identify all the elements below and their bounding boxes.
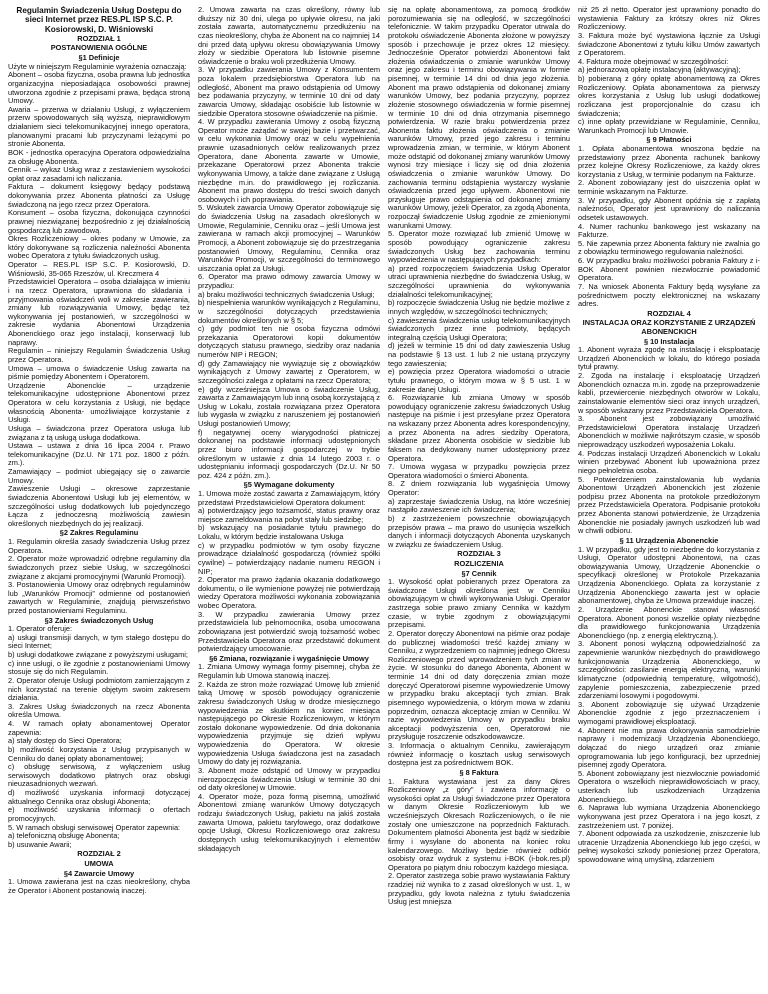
- column-3: [388, 6, 570, 990]
- section-heading: INSTALACJA ORAZ KORZYSTANIE Z URZĄDZEŃ ABONENCKICH: [582, 318, 756, 337]
- section-heading: ROZDZIAŁ 1: [77, 33, 121, 43]
- paragraph: Usługa – świadczona przez Operatora usługa lub związana z tą usługą usługa dodatkowa.: [8, 423, 190, 442]
- paragraph: Umowa – umowa o świadczenie Usług zawarta na piśmie pomiędzy Abonentem i Operatorem.: [8, 363, 190, 382]
- paragraph: Awaria – przerwa w działaniu Usługi, z wyłączeniem przerw spowodowanych siłą wyższą, nieprawidłowym działaniem sieci telekomunikacyjnej innego operatora, planowanymi pracami lub przyczynami leżącymi po stronie Abonenta.: [8, 104, 190, 149]
- paragraph: d) jeżeli w terminie 15 dni od daty zawieszenia Usług na podstawie § 13 ust. 1 lub 2 nie ustaną przyczyny tego zawieszenia;: [388, 341, 570, 368]
- paragraph: się na opłatę abonamentową, za pomocą środków porozumiewania się na odległość, w szczególności telefonicznie. W takim przypadku Operator utrwala do protokołu oświadczenie Abonenta złożone w powyższy sposób i przechowuje je przez okres 12 miesięcy. Jednocześnie Operator potwierdzi Abonentowi fakt złożenia oświadczenia o zmianie warunków Umowy oraz jego zakresu i terminu obowiązywania w formie pisemnej, w terminie 14 dni od dnia jego złożenia. Abonent ma prawo odstąpienia od dokonanej zmiany warunków Umowy, bez podania przyczyny, poprzez złożenie stosownego oświadczenia w formie pisemnej w terminie 10 dni od dnia otrzymania pisemnego potwierdzenia. W razie braku potwierdzenia przez Abonenta faktu złożenia oświadczenia o zmianie warunków Umowy, przed jego zakresu i terminu wprowadzenia zmian, w terminie, w którym Abonent może odstąpić od dokonanej zmiany warunków Umowy wynosi trzy miesiące i liczy się od dnia złożenia oświadczenia o zmianie warunków Umowy. Do zachowania terminu odstąpienia wystarczy wysłanie oświadczenia przed jego upływem. Abonentowi nie przysługuje prawo odstąpienia od dokonanej zmiany warunków Umowy, jeżeli Operator, za zgodą Abonenta, rozpoczął świadczenie Usług zgodnie ze zmienionymi warunkami Umowy.: [388, 6, 570, 230]
- column-2: [198, 6, 380, 990]
- paragraph: 3. W przypadku zawierania Umowy przez przedstawiciela lub pełnomocnika, osoba umocowana zobowiązana jest potwierdzić swoją tożsamość wobec Przedstawiciela Operatora oraz przedstawić dokument potwierdzający umocowanie.: [198, 609, 380, 654]
- paragraph: 5. Wskutek zawarcia Umowy Operator zobowiązuje się do świadczenia Usług na zasadach określonych w Umowie, Regulaminie, Cenniku oraz – jeśli Umowa jest zawierana w ramach akcji promocyjnej – Warunków Promocji, a Abonent zobowiązuje się do przestrzegania postanowień Umowy, Regulaminu, Cennika oraz Warunków Promocji, w szczególności do terminowego uiszczania opłat za Usługi.: [198, 203, 380, 273]
- paragraph: c) gdy podmiot ten nie osoba fizyczna odmówi przekazania Operatorowi kopii dokumentów dotyczących statusu prawnego, siedziby oraz nadania numerów NIP i REGON;: [198, 324, 380, 359]
- section-heading: §7 Cennik: [461, 568, 497, 578]
- paragraph: niż 25 zł netto. Operator jest uprawniony ponadto do wystawienia Faktury za krótszy okres niż Okres Rozliczeniowy.: [578, 6, 760, 32]
- section-heading: §3 Zakres świadczonych Usług: [44, 615, 154, 625]
- paragraph: 6. Operator ma prawo odmowy zawarcia Umowy w przypadku:: [198, 272, 380, 290]
- section-heading: § 11 Urządzenia Abonenckie: [619, 535, 719, 545]
- paragraph: Urządzenie Abonenckie – urządzenie telekomunikacyjne udostępnione Abonentowi przez Operatora w celu korzystania z Usługi, nie będące własnością Abonenta- umożliwiające korzystanie z Usługi.: [8, 380, 190, 425]
- paragraph: 1. Operator oferuje:: [8, 624, 73, 634]
- paragraph: 4. Faktura może obejmować w szczególności:: [578, 56, 729, 66]
- paragraph: e) możliwość uzyskania informacji o ofertach promocyjnych.: [8, 805, 190, 823]
- paragraph: 7. Na wniosek Abonenta Faktury będą wysyłane za pośrednictwem poczty elektronicznej na wskazany adres.: [578, 281, 760, 309]
- paragraph: c) zawieszenia świadczenia usług telekomunikacyjnych świadczonych przez inne podmioty, będących integralną częścią Usługi Operatora;: [388, 315, 570, 342]
- paragraph: b) wskazujący na posiadanie tytułu prawnego do Lokalu, w którym będzie instalowana Usługa: [198, 523, 380, 542]
- paragraph: e) gdy wcześniejsza Umowa o świadczenie Usług, zawarta z Zamawiającym lub inną osobą korzystającą z Usług w Lokalu, została rozwiązana przez Operatora lub wygasła w związku z naruszeniem jej postanowień Usługi postanowień Umowy;: [198, 384, 380, 428]
- paragraph: 5. Potwierdzeniem zainstalowania lub wydania Abonentowi Urządzeń Abonenckich jest złożenie podpisu przez Abonenta na protokole przedłożonym przez Przedstawiciela Operatora. Podpisanie protokołu przez Abonenta stanowi potwierdzenie, że Urządzenia Abonenckie nie posiadały jawnych uszkodzeń lub wad w chwili odbioru.: [578, 474, 760, 536]
- section-heading: §1 Definicje: [78, 53, 120, 63]
- paragraph: a) braku możliwości technicznych świadczenia Usługi;: [198, 289, 375, 299]
- paragraph: 2. Umowa zawarta na czas określony, równy lub dłuższy niż 30 dni, ulega po upływie okresu, na jaki została zawarta, automatycznemu przedłużeniu na czas nieokreślony, chyba że Abonent na co najmniej 14 dni przed datą upływu okresu obowiązywania Umowy złoży w siedzibie Operatora lub listownie pisemne oświadczenie o braku woli przedłużenia Umowy.: [198, 6, 380, 66]
- section-heading: § 10 Instalacja: [643, 336, 695, 346]
- section-heading: §2 Zakres Regulaminu: [59, 528, 139, 538]
- column-1: [8, 6, 190, 990]
- paragraph: 3. W przypadku zawierania Umowy z Konsumentem poza lokalem przedsiębiorstwa Operatora lub na odległość, Abonent ma prawo odstąpienia od Umowy bez podawania przyczyny, w terminie 10 dni od daty zawarcia Umowy, składając osobiście lub listownie w siedzibie Operatora stosowne oświadczenie na piśmie.: [198, 65, 380, 118]
- paragraph: a) usługi transmisji danych, w tym stałego dostępu do sieci Internet;: [8, 632, 190, 651]
- paragraph: b) pobieraną z góry opłatę abonamentową za Okres Rozliczeniowy. Opłata abonamentowa za pierwszy okres korzystania z Usług lub usługi dodatkowej rozliczana jest proporcjonalnie do czasu ich świadczenia;: [578, 74, 760, 118]
- paragraph: b) usuwanie Awarii;: [8, 839, 72, 849]
- paragraph: 1. Faktura wystawiana jest za dany Okres Rozliczeniowy „z góry” i zawiera informację o wysokości opłat za Usługi świadczone przez Operatora w danym Okresie Rozliczeniowym lub we wcześniejszych Okresach Rozliczeniowych, o ile nie zostały one umieszczone na poprzednich Fakturach. Dokumentem płatności Abonenta jest bądź w siedzibie firmy i wysyłane do abonenta na koniec roku kalendarzowego. Możliwy będzie również odbiór osobisty oraz wydruk z systemu i-BOK (i-bok.res.pl) Operatora po piątym dniu roboczym każdego miesiąca.: [388, 776, 570, 872]
- section-heading: §5 Wymagane dokumenty: [243, 480, 335, 490]
- paragraph: 4. Operator może, poza formą pisemną, umożliwić Abonentowi zmianę warunków Umowy dotyczących rodzaju świadczonych Usług, pakietu na jakiś została zawarta Umowa, pakietu taryfowego, oraz dodatkowe opcje Usługi, Okresu Rozliczeniowego oraz zakresu dostępnych usług telekomunikacyjnych i elementów składających: [198, 791, 380, 853]
- paragraph: b) rozpoczęcie świadczenia Usług nie będzie możliwe z innych względów, w szczególności technicznych;: [388, 298, 570, 316]
- paragraph: 1. Regulamin określa zasady świadczenia Usług przez Operatora.: [8, 537, 190, 555]
- paragraph: c) inne usługi, o ile zgodnie z postanowieniami Umowy stosuje się do nich Regulamin.: [8, 658, 190, 677]
- paragraph: 6. W przypadku braku możliwości pobrania Faktury z i-BOK Abonent powinien niezwłocznie powiadomić Operatora.: [578, 256, 760, 283]
- paragraph: c) inne opłaty przewidziane w Regulaminie, Cenniku, Warunkach Promocji lub Umowie.: [578, 117, 760, 135]
- section-heading: UMOWA: [84, 859, 114, 869]
- paragraph: 3. Abonent może odstąpić od Umowy w przypadku nierozpoczęcia świadczenia Usługi w terminie 30 dni od daty określonej w Umowie.: [198, 765, 380, 793]
- paragraph: Zawieszenie Usługi – okresowe zaprzestanie świadczenia Abonentowi Usługi lub jej elementów, w szczególności usług dodatkowych lub pojedynczego Łącza z jednoczesną możliwością zawiesin określonych niezbędnych do jej realizacji.: [8, 484, 190, 528]
- paragraph: 6. Rozwiązanie lub zmiana Umowy w sposób powodujący ograniczenie zakresu świadczonych Usług następuje na piśmie i jest przesyłane przez Operatora na wskazany przez Abonenta adres korespondencyjny, a przez Abonenta na adres siedziby Operatora, składane przez Abonenta osobiście w siedzibie lub faksem na dedykowany numer udostępniony przez Operatora.: [388, 393, 570, 463]
- paragraph: 7. Abonent odpowiada za uszkodzenie, zniszczenie lub utracenie Urządzenia Abonenckiego lub jego części, w pełnej wysokości szkody poniesionej przez Operatora, spowodowane winą umyślną, zdarzeniem: [578, 829, 760, 865]
- paragraph: Przedstawiciel Operatora – osoba działająca w imieniu i na rzecz Operatora, uprawniona do składania i przyjmowania oświadczeń woli w zakresie zawierania, zmiany lub rozwiązywania Umowy, będąc też wykonywania jej postanowień, w szczególności w zakresie wydania Abonentowi Urządzenia Abonenckiego oraz jego instalacji, konserwacji lub naprawy.: [8, 277, 190, 347]
- paragraph: 1. Umowa zawierana jest na czas nieokreślony, chyba że Operator i Abonent postanowią inaczej.: [8, 877, 190, 895]
- paragraph: Regulamin – niniejszy Regulamin Świadczenia Usług przez Operatora.: [8, 346, 190, 364]
- paragraph: b) możliwość korzystania z Usług przypisanych w Cenniku do danej opłaty abonamentowej;: [8, 744, 190, 763]
- section-heading: § 8 Faktura: [459, 767, 499, 777]
- section-heading: ROZDZIAŁ 4: [647, 308, 691, 318]
- section-heading: ROZDZIAŁ 2: [77, 849, 121, 859]
- paragraph: 4. Abonent nie ma prawa dokonywania samodzielnie naprawy i modernizacji Urządzenia Abonenckiego, dołączać do niego urządzeń oraz zmianie oprogramowania lub jego konfiguracji, bez uprzedniej pisemnej zgody Operatora.: [578, 725, 760, 770]
- paragraph: 1. Umowa może zostać zawarta z Zamawiającym, który przedstawi Przedstawicielowi Operatora dokument:: [198, 488, 380, 507]
- paragraph: 8. Z dniem rozwiązania lub wygaśnięcia Umowy Operator:: [388, 479, 570, 497]
- paragraph: Faktura – dokument księgowy będący podstawą dokonywania przez Abonenta płatności za Usługę świadczoną na jego rzecz przez Operatora.: [8, 182, 190, 209]
- paragraph: Operator – RES.PL ISP S.C. P. Kosiorowski, D. Wiśniowski, 35-065 Rzeszów, ul. Kreczmera 4: [8, 260, 190, 278]
- paragraph: 3. Informacja o aktualnym Cenniku, zawierającym również informację o kosztach usług serwisowych dostępna jest za pośrednictwem BOK.: [388, 741, 570, 768]
- paragraph: 2. Operator oferuje Usługi podmiotom zamierzającym z nich korzystać na terenie objętym swoim zakresem działania.: [8, 675, 190, 703]
- paragraph: a) stały dostęp do Sieci Operatora;: [8, 736, 122, 746]
- paragraph: 6. Naprawa lub wymiana Urządzenia Abonenckiego wykonywana jest przez Operatora i na jego koszt, z zastrzeżeniem ust. 7 poniżej.: [578, 803, 760, 830]
- paragraph: Użyte w niniejszym Regulaminie wyrażenia oznaczają:: [8, 61, 187, 71]
- paragraph: 7. Umowa wygasa w przypadku powzięcia przez Operatora wiadomości o śmierci Abonenta.: [388, 462, 570, 480]
- paragraph: b) z zastrzeżeniem powszechnie obowiązujących przepisów prawa – ma prawo do usunięcia wszelkich danych i informacji dotyczących Abonenta uzyskanych w związku ze świadczeniem Usług.: [388, 513, 570, 549]
- document-title: Regulamin Świadczenia Usług Dostępu do sieci Internet przez RES.PL ISP S.C. P. Kosiorowski, D. Wiśniowski: [16, 6, 182, 34]
- paragraph: 2. Operator ma prawo żądania okazania dodatkowego dokumentu, o ile wymienione powyżej nie potwierdzają wiedzy Operatora możliwości wykonania zobowiązania wobec Operatora.: [198, 575, 380, 611]
- paragraph: f) negatywnej oceny wiarygodności płatniczej dokonanej na podstawie informacji udostępnionych przez biuro informacji gospodarczej w trybie określonym w ustawie z dnia 14 lutego 2003 r. o udostępnianiu informacji gospodarczych (Dz.U. Nr 50 poz. 424 z późn. zm.).: [198, 427, 380, 480]
- paragraph: d) gdy Zamawiający nie wywiązuje się z obowiązków wynikających z Umowy zawartej z Operatorem, w szczególności zalega z opłatami na rzecz Operatora;: [198, 358, 380, 385]
- paragraph: Ustawa – ustawa z dnia 16 lipca 2004 r. Prawo telekomunikacyjne (Dz.U. Nr 171 poz. 1800 z późn. zm.).: [8, 441, 190, 468]
- paragraph: Abonent – osoba fizyczna, osoba prawna lub jednostka organizacyjna nieposiadająca osobowości prawnej utworzona zgodnie z przepisami prawa, będąca stroną Umowy.: [8, 70, 190, 106]
- column-4: [578, 6, 760, 990]
- paragraph: a) telefoniczną obsługę Abonenta;: [8, 831, 120, 841]
- paragraph: 4. W ramach opłaty abonamentowej Operator zapewnia:: [8, 719, 190, 737]
- paragraph: 4. Numer rachunku bankowego jest wskazany na Fakturze.: [578, 221, 760, 240]
- paragraph: b) niespełnienia warunków wynikających z Regulaminu, w szczególności dotyczących przedstawienia dokumentów określonych w § 5;: [198, 298, 380, 325]
- paragraph: 2. Operator może wprowadzić odrębne regulaminy dla świadczonych przez siebie Usług, w szczególności związane z akcjami promocyjnymi (Warunki Promocji).: [8, 554, 190, 581]
- section-heading: ROZLICZENIA: [454, 558, 504, 568]
- section-heading: ROZDZIAŁ 3: [457, 549, 501, 559]
- paragraph: 3. Postanowienia Umowy oraz odrębnych regulaminów lub „Warunków Promocji” odmienne od postanowień zawartych w Regulaminie, znajdują pierwszeństwo przed postanowieniami Regulaminu.: [8, 580, 190, 616]
- paragraph: c) obsługę serwisową, z wyłączeniem usług serwisowych dodatkowo płatnych oraz obsługi nieuzasadnionych wezwań.: [8, 762, 190, 789]
- paragraph: 1. Abonent wyraża zgodę na instalację i eksploatację Urządzeń Abonenckich w lokalu, do którego posiada tytuł prawny.: [578, 345, 760, 372]
- paragraph: d) możliwość uzyskania informacji dotyczącej aktualnego Cennika oraz obsługi Abonenta;: [8, 788, 190, 806]
- paragraph: a) jednorazową opłatę instalacyjną (aktywacyjną);: [578, 65, 741, 75]
- paragraph: 5. W ramach obsługi serwisowej Operator zapewnia:: [8, 822, 181, 832]
- section-heading: §4 Zawarcie Umowy: [63, 868, 135, 878]
- paragraph: 3. Faktura może być wystawiona łącznie za Usługi świadczone Abonentowi z tytułu kilku Umów zawartych z Operatorem.: [578, 30, 760, 58]
- paragraph: 1. Wysokość opłat pobieranych przez Operatora za świadczone Usługi określona jest w Cenniku obowiązującym w chwili wykonywania Usługi. Operator zastrzega sobie prawo zmiany Cennika w każdym czasie, w trybie zgodnym z obowiązującymi przepisami.: [388, 577, 570, 630]
- paragraph: 5. Abonent zobowiązany jest niezwłocznie powiadomić Operatora o wszelkich nieprawidłowościach w pracy, usterkach lub uszkodzeniach Urządzenia Abonenckiego.: [578, 768, 760, 804]
- paragraph: BOK - jednostka operacyjna Operatora odpowiedzialna za obsługę Abonenta.: [8, 147, 190, 166]
- paragraph: 1. Zmiana Umowy wymaga formy pisemnej, chyba że Regulamin lub Umowa stanowią inaczej.: [198, 662, 380, 681]
- paragraph: b) usługi dodatkowe związane z powyższymi usługami;: [8, 650, 188, 660]
- paragraph: Cennik – wykaz Usług wraz z zestawieniem wysokości opłat oraz zasadami ich naliczania.: [8, 165, 190, 183]
- paragraph: 5. Operator może rozwiązać lub zmienić Umowę w sposób powodujący ograniczenie zakresu świadczonych Usług bez zachowania terminu wypowiedzenia w następujących przypadkach:: [388, 229, 570, 265]
- paragraph: Okres Rozliczeniowy – okres podany w Umowie, za który dokonywane są rozliczenia należności Abonenta wobec Operatora z tytułu świadczonych usług.: [8, 234, 190, 261]
- paragraph: 3. Abonent ponosi wyłączną odpowiedzialność za zapewnienie warunków niezbędnych do prawidłowego funkcjonowania Urządzenia Abonenckiego, w szczególności: zasilanie energią elektryczną, warunki klimatyczne (odpowiednią temperaturę, wilgotność), zapylenie pomieszczenia, zabezpieczenie przed zdarzeniami losowymi i pogodowymi.: [578, 639, 760, 701]
- paragraph: 3. Abonent jest zobowiązany umożliwić Przedstawicielowi Operatora instalację Urządzeń Abonenckich w możliwie najkrótszym czasie, w sposób nieprowadzący uszkodzeń wyposażenia Lokalu.: [578, 414, 760, 450]
- paragraph: 5. Nie zapewnia przez Abonenta faktury nie zwalnia go z obowiązku terminowego regulowania należności.: [578, 238, 760, 257]
- paragraph: 1. Opłata abonamentowa wnoszona będzie na przedstawiony przez Abonenta rachunek bankowy przez kolejne Okresy Rozliczeniowe, za każdy okres korzystania z Usług, w terminie podanym na Fakturze.: [578, 143, 760, 179]
- section-heading: POSTANOWIENIA OGÓLNE: [50, 43, 148, 53]
- paragraph: 2. Operator doręczy Abonentowi na piśmie oraz podaje do publicznej wiadomości treść każdej zmiany w Cenniku, z wyprzedzeniem co najmniej jednego Okresu Rozliczeniowego przed wprowadzeniem tych zmian w życie. W stosunku do danego Abonenta, Abonent w terminie 14 dni od daty doręczenia zmian może doręczyć Operatorowi pisemne wypowiedzenie Umowy w przypadku braku akceptacji tych zmian. Brak pisemnego wypowiedzenia, o którym mowa w zdaniu poprzednim, oznacza akceptację zmian w Cenniku. W razie wypowiedzenia Umowy w przypadku braku akceptacji podwyższenia cen, Operatorowi nie przysługuje roszczenie odszkodowawcze.: [388, 628, 570, 742]
- paragraph: c) w przypadku podmiotów w tym osoby fizyczne prowadzące działalność gospodarczą (również spółki cywilne) – potwierdzający nadanie numeru REGON i NIP;: [198, 540, 380, 576]
- paragraph: 4. Podczas instalacji Urządzeń Abonenckich w Lokalu winien przebywać Abonent lub upoważniona przez niego pełnoletnia osoba.: [578, 448, 760, 475]
- paragraph: 3. Abonent zobowiązuje się używać Urządzenie Abonenckie zgodnie z jego przeznaczeniem i wymogami prawidłowej eksploatacji.: [578, 699, 760, 727]
- paragraph: 1. W przypadku, gdy jest to niezbędne do korzystania z Usługi, Operator udostępni Abonentowi, na czas obowiązywania Umowy, Urządzenie Abonenckie o specyfikacji określonej w Protokole Przekazania Urządzenia Abonenckiego. Opłata za korzystanie z Urządzenia Abonenckiego zawarta jest w opłacie abonamentowej, chyba że Umowa przewiduje inaczej.: [578, 544, 760, 606]
- paragraph: 3. W przypadku, gdy Abonent opóźnia się z zapłatą należności, Operator jest uprawniony do naliczania odsetek ustawowych.: [578, 195, 760, 222]
- paragraph: 2. Abonent zobowiązany jest do uiszczenia opłat w terminie wskazanym na Fakturze.: [578, 178, 760, 197]
- paragraph: a) zaprzestaje świadczenia Usług, na które wcześniej nastąpiło zawieszenie ich świadczenia;: [388, 496, 570, 515]
- paragraph: 2. Zgoda na instalację i eksploatację Urządzeń Abonenckich oznacza m.in. zgodę na przeprowadzenie kabli, przewiercenie niezbędnych otworów w Lokalu, zainstalowanie elementów sieci oraz innych urządzeń, w sposób wskazany przez Przedstawiciela Operatora.: [578, 371, 760, 415]
- paragraph: a) potwierdzający jego tożsamość, status prawny oraz miejsce zameldowania na pobyt stały lub siedzibę;: [198, 506, 380, 524]
- section-heading: §6 Zmiana, rozwiązanie i wygaśnięcie Umowy: [209, 653, 369, 663]
- paragraph: 2. Każda ze stron może rozwiązać Umowę lub zmienić taką Umowę w sposób powodujący ograniczenie zakresu świadczonych Usług w drodze miesięcznego wypowiedzenia ze skutkiem na koniec miesiąca następującego po Okresie Rozliczeniowym, w którym zostało dokonane wypowiedzenie. Od dnia dokonania wypowiedzenia przyjmuje się dzień wpływu wypowiedzenia do Operatora. W okresie wypowiedzenia Usługa świadczona jest na zasadach Umowy do daty jej rozwiązania.: [198, 679, 380, 767]
- section-heading: § 9 Płatności: [646, 135, 692, 145]
- paragraph: Zamawiający – podmiot ubiegający się o zawarcie Umowy.: [8, 467, 190, 485]
- paragraph: 4. W przypadku zawierania Umowy z osobą fizyczną Operator może zażądać w swojej bazie i przetwarzać, w celu wykonania Umowy oraz w celu wypełnienia prawnie uzasadnionych celów realizowanych przez Operatora, dane Abonenta zawarte w Umowie, przekazane Operatorowi przez Abonenta trakcie wykonywania Umowy, a także dane związane z Usługą niezbędne m.in. do prawidłowego jej rozliczania. Abonent ma prawo dostępu do treści swoich danych osobowych i ich poprawiania.: [198, 117, 380, 204]
- paragraph: 2. Urządzenie Abonenckie stanowi własność Operatora. Abonent ponosi wszelkie opłaty niezbędne dla prawidłowego funkcjonowania Urządzenia Abonenckiego (np. z energią elektryczną.).: [578, 604, 760, 640]
- paragraph: 2. Operator zastrzega sobie prawo wystawiania Faktury rzadziej niż wynika to z zasad określonych w ust. 1, w przypadku, gdy kwota należna z tytułu świadczenia Usług jest mniejsza: [388, 871, 570, 907]
- paragraph: a) przed rozpoczęciem świadczenia Usług Operator utraci uprawnienia niezbędne do świadczenia Usług, w szczególności uprawnienia do wykonywania działalności telekomunikacyjnej;: [388, 263, 570, 299]
- paragraph: Konsument – osoba fizyczna, dokonująca czynności prawnej niezwiązanej bezpośrednio z jej działalnością gospodarczą lub zawodową.: [8, 208, 190, 235]
- paragraph: e) powzięcia przez Operatora wiadomości o utracie tytułu prawnego, o którym mowa w § 5 ust. 1 w zakresie danej Usługi.: [388, 367, 570, 394]
- paragraph: 3. Zakres Usług świadczonych na rzecz Abonenta określa Umowa.: [8, 701, 190, 720]
